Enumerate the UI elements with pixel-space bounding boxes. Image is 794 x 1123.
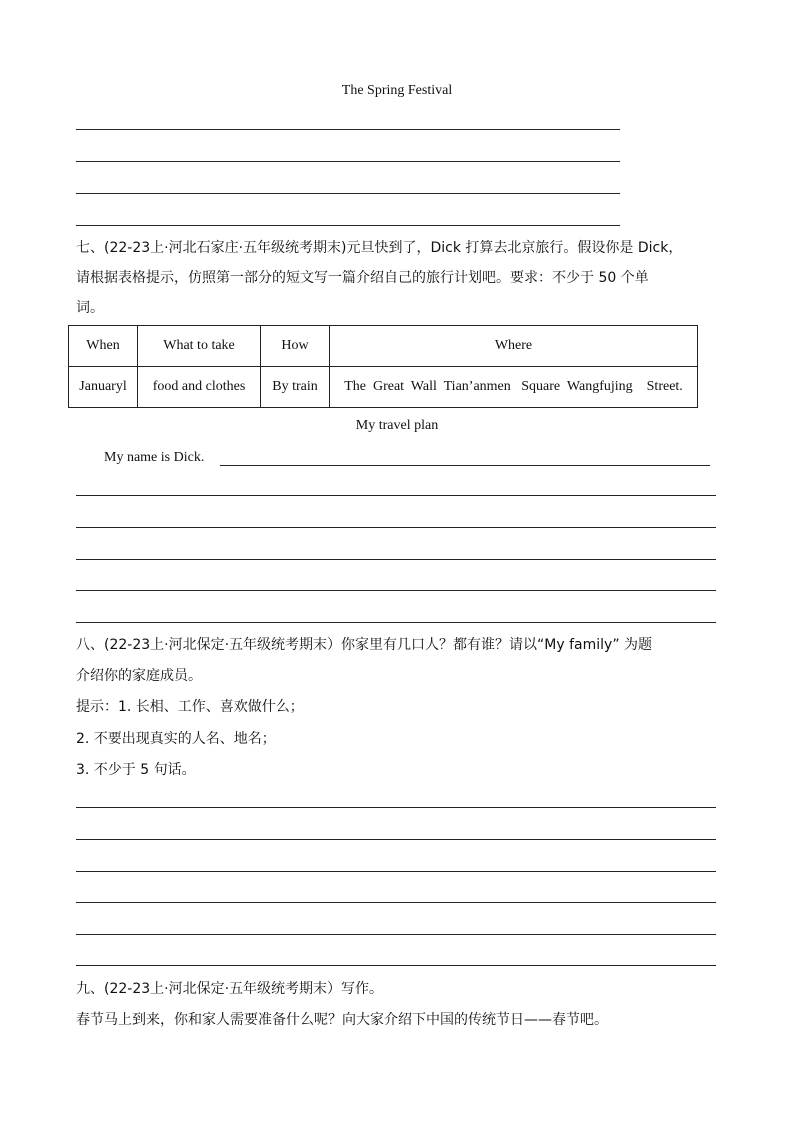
question-8-line-1: 八、(22-23上·河北保定·五年级统考期末）你家里有几口人？都有谁？请以“My family” 为题: [76, 637, 653, 653]
writing-line[interactable]: [76, 559, 716, 560]
writing-line[interactable]: [76, 193, 620, 194]
question-7-line-1: 七、(22-23上·河北石家庄·五年级统考期末)元旦快到了，Dick 打算去北京旅行。假设你是 Dick，: [76, 240, 683, 256]
question-8-line-2: 介绍你的家庭成员。: [76, 668, 202, 684]
header-where: Where: [330, 326, 698, 367]
question-8-tip-1: 提示：1. 长相、工作、喜欢做什么；: [76, 699, 304, 715]
travel-plan-table: [68, 325, 698, 408]
question-8-tip-2: 2. 不要出现真实的人名、地名；: [76, 731, 276, 747]
question-9-line-2: 春节马上到来，你和家人需要准备什么呢？向大家介绍下中国的传统节日——春节吧。: [76, 1012, 608, 1028]
cell-when: Januaryl: [69, 367, 138, 408]
writing-line[interactable]: [76, 129, 620, 130]
writing-line[interactable]: [76, 225, 620, 226]
table-header-row: [69, 326, 698, 367]
writing-line[interactable]: [76, 527, 716, 528]
writing-line[interactable]: [76, 902, 716, 903]
cell-how: By train: [261, 367, 330, 408]
header-what-to-take: What to take: [138, 326, 261, 367]
cell-what-to-take: food and clothes: [138, 367, 261, 408]
cell-where: The Great Wall Tian’anmen Square Wangfujing Street.: [330, 367, 698, 408]
writing-line[interactable]: [76, 495, 716, 496]
writing-line[interactable]: [76, 590, 716, 591]
writing-line[interactable]: [220, 465, 710, 466]
writing-line[interactable]: [76, 161, 620, 162]
table-row: [69, 367, 698, 408]
question-7-line-2: 请根据表格提示，仿照第一部分的短文写一篇介绍自己的旅行计划吧。要求：不少于 50 个单: [76, 270, 649, 286]
writing-line[interactable]: [76, 934, 716, 935]
writing-line[interactable]: [76, 839, 716, 840]
question-8-tip-3: 3. 不少于 5 句话。: [76, 762, 196, 778]
question-7-line-3: 词。: [76, 300, 104, 316]
writing-line[interactable]: [76, 871, 716, 872]
writing-line[interactable]: [76, 807, 716, 808]
writing-line[interactable]: [76, 622, 716, 623]
writing-line[interactable]: [76, 965, 716, 966]
travel-plan-title: My travel plan: [355, 418, 439, 433]
essay-start-text: My name is Dick.: [104, 450, 205, 465]
spring-festival-title: The Spring Festival: [341, 83, 453, 98]
header-how: How: [261, 326, 330, 367]
question-9-line-1: 九、(22-23上·河北保定·五年级统考期末）写作。: [76, 981, 384, 997]
header-when: When: [69, 326, 138, 367]
